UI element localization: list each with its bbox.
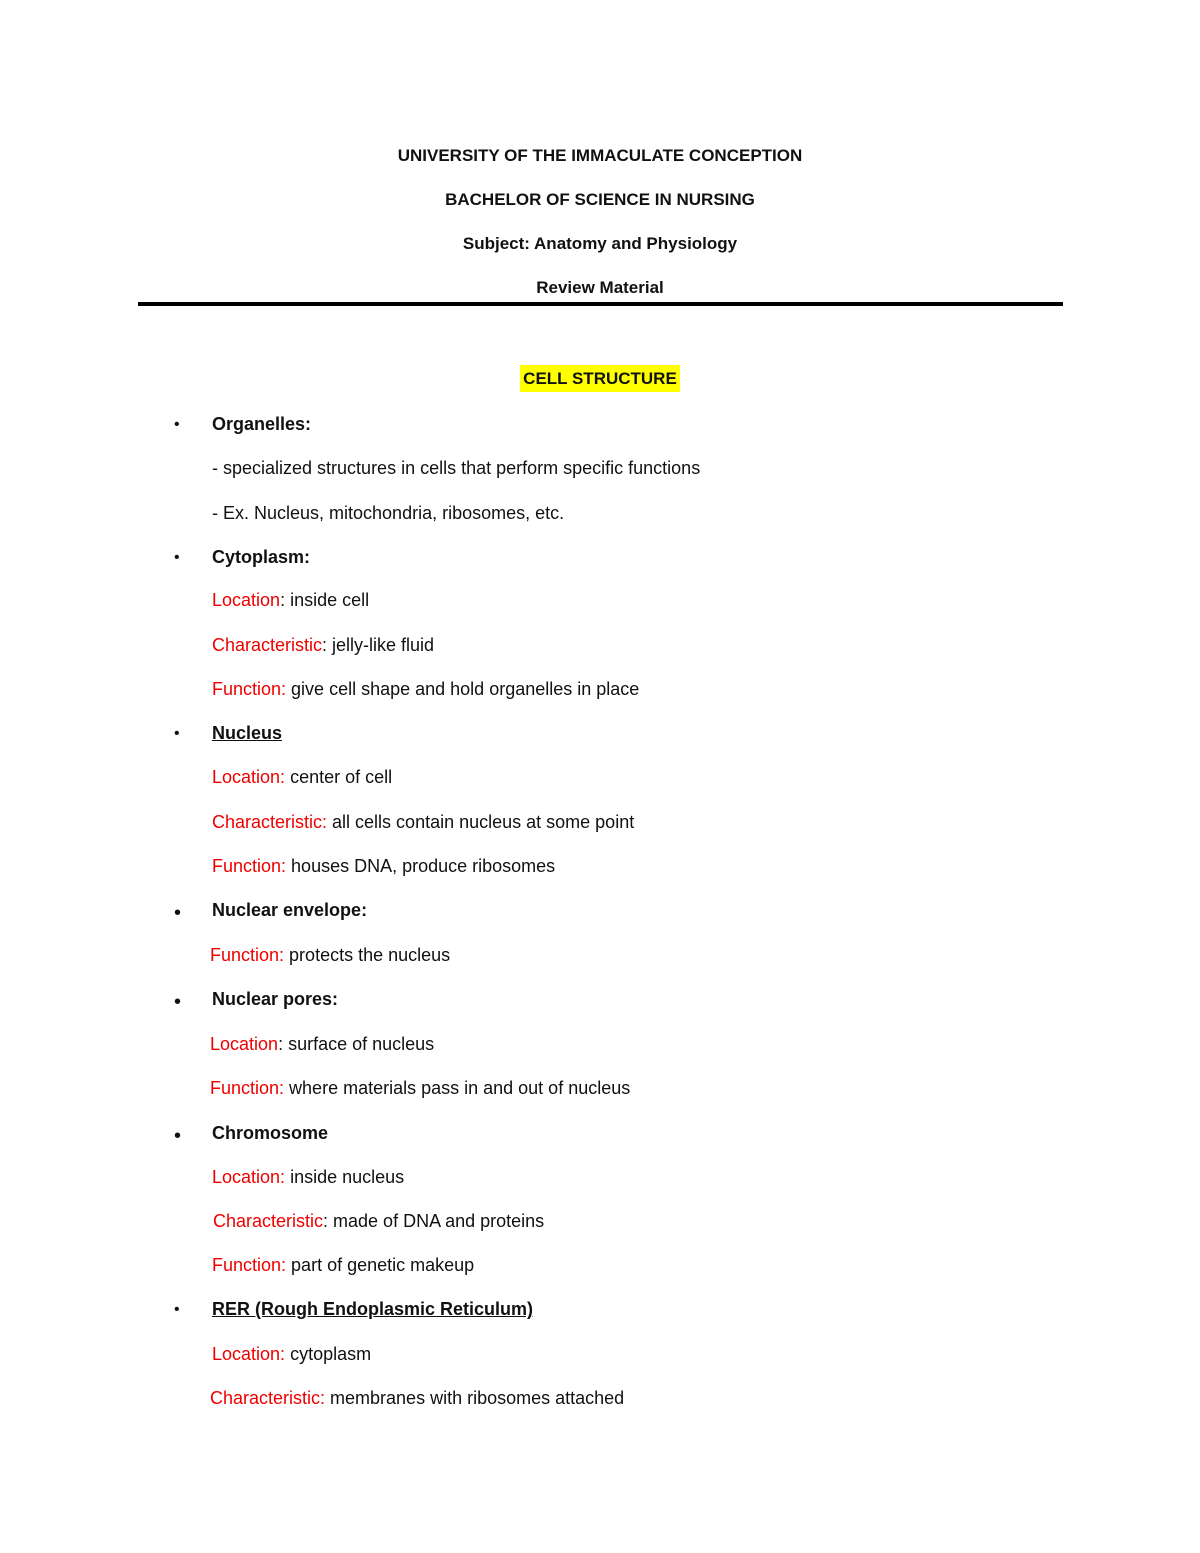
bullet-icon: • xyxy=(174,1125,182,1147)
line-text: where materials pass in and out of nucleus xyxy=(284,1078,631,1098)
item-line xyxy=(212,1255,474,1276)
line-text: : inside cell xyxy=(280,590,370,610)
line-label: Function: xyxy=(212,679,287,699)
item-line xyxy=(212,1167,404,1188)
item-title-organelles: Organelles: xyxy=(212,414,312,434)
item-title-nucleus: Nucleus xyxy=(212,723,283,743)
line-text: - specialized structures in cells that perform specific functions xyxy=(212,458,701,478)
item-line xyxy=(212,635,434,656)
bullet-icon: • xyxy=(174,549,180,566)
university-name: UNIVERSITY OF THE IMMACULATE CONCEPTION xyxy=(397,146,803,165)
subject-line: Subject: Anatomy and Physiology xyxy=(462,234,738,253)
line-text: : made of DNA and proteins xyxy=(323,1211,545,1231)
line-text: part of genetic makeup xyxy=(286,1255,475,1275)
bullet-icon: • xyxy=(174,902,182,924)
line-text: houses DNA, produce ribosomes xyxy=(286,856,556,876)
section-title xyxy=(0,368,1200,389)
material-title: Review Material xyxy=(536,278,664,297)
line-text: membranes with ribosomes attached xyxy=(325,1388,625,1408)
item-line xyxy=(210,945,450,966)
item-line xyxy=(212,812,634,833)
item-line xyxy=(212,503,564,524)
item-line xyxy=(210,1034,434,1055)
line-text: all cells contain nucleus at some point xyxy=(327,812,635,832)
line-text: give cell shape and hold organelles in place xyxy=(286,679,640,699)
item-line xyxy=(212,590,369,611)
item-line xyxy=(213,1211,544,1232)
line-label: Location: xyxy=(212,1344,286,1364)
line-label: Function: xyxy=(212,856,287,876)
item-line xyxy=(212,856,555,877)
item-line xyxy=(210,1078,630,1099)
line-label: Function: xyxy=(210,1078,285,1098)
item-line xyxy=(212,458,700,479)
line-text: protects the nucleus xyxy=(284,945,451,965)
item-line xyxy=(212,1344,371,1365)
line-label: Characteristic: xyxy=(212,812,328,832)
line-label: Characteristic xyxy=(213,1211,324,1231)
line-text: - Ex. Nucleus, mitochondria, ribosomes, etc. xyxy=(212,503,565,523)
line-text: inside nucleus xyxy=(285,1167,405,1187)
line-label: Location: xyxy=(212,767,286,787)
item-title-nuclear-pores: Nuclear pores: xyxy=(212,989,339,1009)
program-name: BACHELOR OF SCIENCE IN NURSING xyxy=(445,190,755,209)
item-title-cytoplasm: Cytoplasm: xyxy=(212,547,311,567)
bullet-icon: • xyxy=(174,991,182,1013)
line-text: cytoplasm xyxy=(285,1344,372,1364)
line-label: Function: xyxy=(212,1255,287,1275)
item-line xyxy=(212,679,639,700)
line-text: : jelly-like fluid xyxy=(322,635,435,655)
bullet-icon: • xyxy=(174,1301,180,1318)
item-title-nuclear-envelope: Nuclear envelope: xyxy=(212,900,368,920)
line-label: Location xyxy=(212,590,281,610)
line-label: Function: xyxy=(210,945,285,965)
line-label: Location xyxy=(210,1034,279,1054)
line-text: center of cell xyxy=(285,767,393,787)
line-text: : surface of nucleus xyxy=(278,1034,435,1054)
item-title-rer: RER (Rough Endoplasmic Reticulum) xyxy=(212,1299,534,1319)
line-label: Characteristic xyxy=(212,635,323,655)
line-label: Location: xyxy=(212,1167,286,1187)
header-divider xyxy=(138,302,1063,306)
line-label: Characteristic: xyxy=(210,1388,326,1408)
section-title-text: CELL STRUCTURE xyxy=(520,365,680,392)
item-line xyxy=(212,767,392,788)
item-title-chromosome: Chromosome xyxy=(212,1123,329,1143)
bullet-icon: • xyxy=(174,416,180,433)
bullet-icon: • xyxy=(174,725,180,742)
item-line xyxy=(210,1388,624,1409)
